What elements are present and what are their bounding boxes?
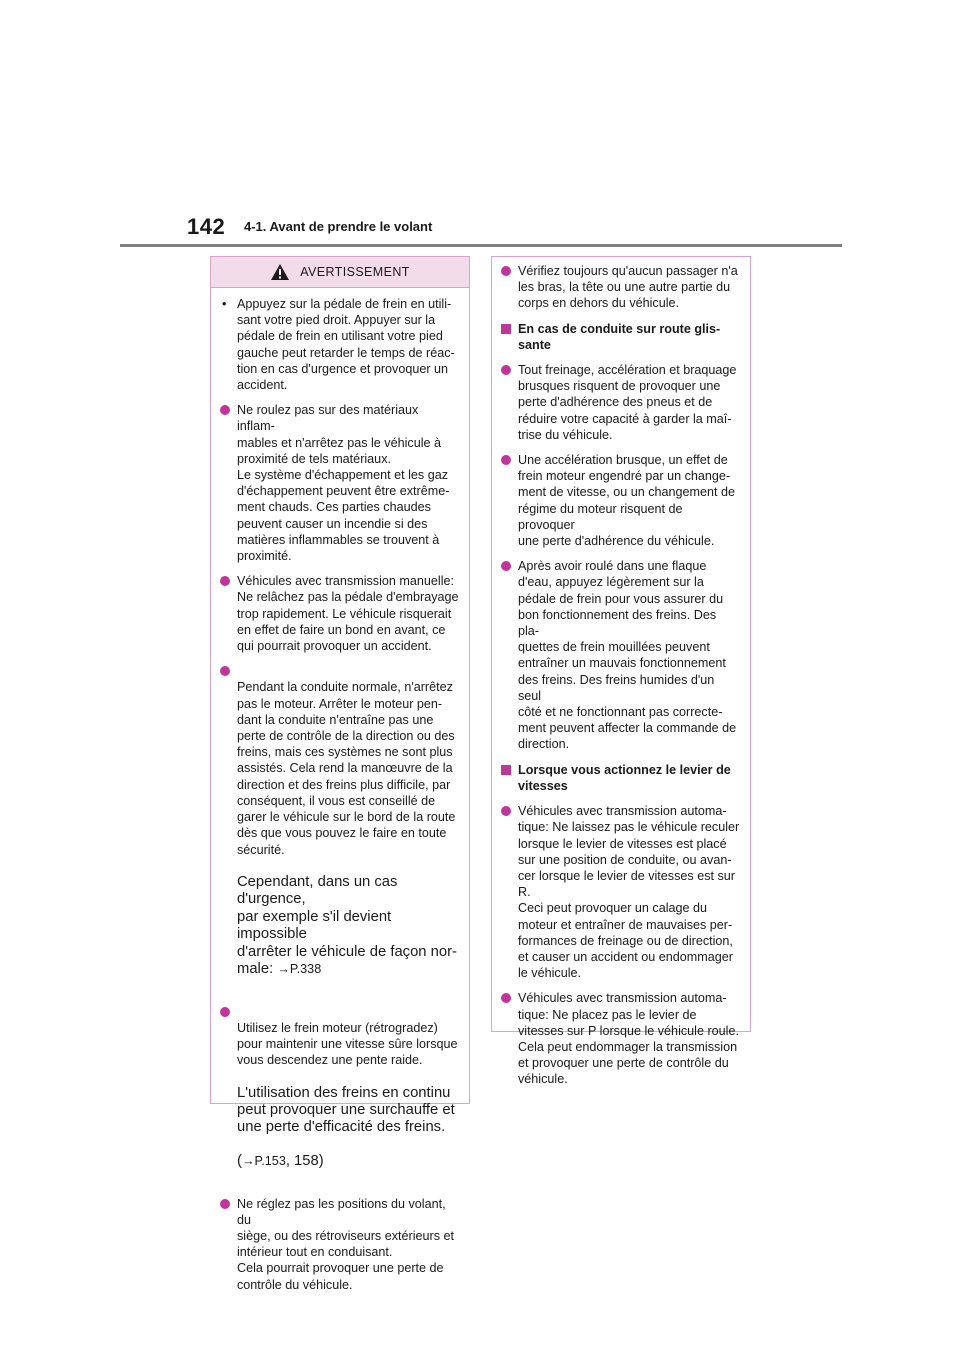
warning-item (500, 362, 740, 443)
section-title: 4-1. Avant de prendre le volant (244, 219, 433, 234)
warning-title: AVERTISSEMENT (300, 264, 410, 279)
arrow-right-icon: → (241, 1153, 255, 1168)
warning-item-text: Véhicules avec transmission automa- tique: Ne laissez pas le véhicule reculer lorsque le levier de vitesses est placé sur une position de conduite, ou avan- cer lorsque le levier de vitesses est sur R. Ceci peut provoquer un calage du moteur et entraîner de mauvaises per- formances de freinage ou de direction, et causer un accident ou endommager le véhicule. (518, 804, 740, 981)
warning-item-text: Tout freinage, accélération et braquage brusques risquent de provoquer une perte d'adhérence des pneus et de réduire votre capacité à garder la maî- trise du véhicule. (518, 363, 737, 442)
warning-item-text: Vérifiez toujours qu'aucun passager n'a les bras, la tête ou une autre partie du corps en dehors du véhicule. (518, 264, 738, 311)
warning-item (500, 452, 740, 549)
circle-bullet-icon (501, 806, 511, 816)
warning-item-text: Appuyez sur la pédale de frein en utili- sant votre pied droit. Appuyer sur la pédale de frein en utilisant votre pied gauche peut retarder le temps de réac- tion en cas d'urgence et provoquer un accident. (237, 297, 455, 393)
warning-item-text: Après avoir roulé dans une flaque d'eau, appuyez légèrement sur la pédale de frein pour vous assurer du bon fonctionnement des freins. Des pla- quettes de frein mouillées peuvent entraîner un mauvais fonctionnement des freins. Des freins humides d'un seul côté et ne fonctionnant pas correcte- ment peuvent affecter la commande de direction. (518, 559, 737, 752)
warning-item (500, 558, 740, 752)
subheading-text: En cas de conduite sur route glis- sante (518, 321, 721, 352)
warning-item (219, 402, 459, 564)
circle-bullet-icon (501, 365, 511, 375)
warning-item (219, 573, 459, 654)
subheading (500, 762, 740, 794)
warning-item-large-text: L'utilisation des freins en continu peut provoquer une surchauffe et une perte d'efficacité des freins. (237, 1084, 455, 1136)
circle-bullet-icon (220, 405, 230, 415)
subheading (500, 321, 740, 353)
warning-item (500, 803, 740, 981)
warning-item-text: Véhicules avec transmission automa- tique: Ne placez pas le levier de vitesses sur P lorsque le véhicule roule. Cela peut endommager la transmission et provoquer une perte de contrôle du véhicule. (518, 991, 739, 1087)
warning-item-text: Une accélération brusque, un effet de frein moteur engendré par un change- ment de vitesse, ou un changement de régime du moteur risquent de provoquer une perte d'adhérence du véhicule. (518, 453, 736, 549)
arrow-right-icon: → (277, 961, 290, 976)
warning-header (211, 257, 469, 288)
subheading-text: Lorsque vous actionnez le levier de vitesses (518, 762, 731, 793)
warning-item (219, 1196, 459, 1293)
circle-bullet-icon (501, 266, 511, 276)
warning-item (219, 296, 459, 393)
warning-item-text: Ne réglez pas les positions du volant, du siège, ou des rétroviseurs extérieurs et intérieur tout en conduisant. Cela pourrait provoquer une perte de contrôle du véhicule. (237, 1196, 454, 1292)
paren-open: ( (237, 1152, 242, 1169)
circle-bullet-icon (501, 561, 511, 571)
circle-bullet-icon (501, 455, 511, 465)
warning-item (500, 990, 740, 1087)
warning-triangle-icon (270, 263, 290, 281)
warning-item-text: Pendant la conduite normale, n'arrêtez pas le moteur. Arrêter le moteur pen- dant la conduite n'entraîne pas une perte de contrôle de la direction ou des freins, mais ces systèmes ne sont plus assistés. Cela rend la manœuvre de la direction et des freins plus difficile, par conséquent, il vous est conseillé de garer le véhicule sur le bord de la route dès que vous pouvez le faire en toute sécurité. (237, 680, 456, 857)
page-reference-rest[interactable]: , 158) (285, 1152, 324, 1169)
warning-item-text: Ne roulez pas sur des matériaux inflam- mables et n'arrêtez pas le véhicule à proximité de tels matériaux. Le système d'échappement et les gaz d'échappement peuvent être extrême- ment chauds. Ces parties chaudes peuvent causer un incendie si des matières inflammables se trouvent à proximité. (237, 403, 450, 564)
bullet-marker: • (222, 297, 227, 311)
circle-bullet-icon (501, 993, 511, 1003)
warning-box (210, 256, 470, 1292)
header-rule (120, 244, 842, 247)
page-reference-link[interactable]: P.338 (289, 961, 322, 976)
circle-bullet-icon (220, 576, 230, 586)
warning-item-large-text: Cependant, dans un cas d'urgence, par exemple s'il devient impossible d'arrêter le véhicule de façon nor- male: (237, 873, 457, 977)
warning-item (219, 663, 459, 994)
warning-box-continued (491, 256, 751, 1087)
warning-item (219, 1004, 459, 1187)
page-reference-link[interactable]: P.153 (254, 1153, 286, 1168)
circle-bullet-icon (220, 666, 230, 676)
page-number: 142 (187, 214, 226, 239)
circle-bullet-icon (220, 1199, 230, 1209)
square-bullet-icon (501, 324, 511, 334)
circle-bullet-icon (220, 1007, 230, 1017)
warning-item-text: Utilisez le frein moteur (rétrogradez) pour maintenir une vitesse sûre lorsque vous descendez une pente raide. (237, 1020, 458, 1068)
square-bullet-icon (501, 765, 511, 775)
warning-item-text: Véhicules avec transmission manuelle: Ne relâchez pas la pédale d'embrayage trop rapidement. Le véhicule risquerait en effet de faire un bond en avant, ce qui pourrait provoquer un accident. (237, 574, 459, 654)
warning-item (500, 263, 740, 312)
